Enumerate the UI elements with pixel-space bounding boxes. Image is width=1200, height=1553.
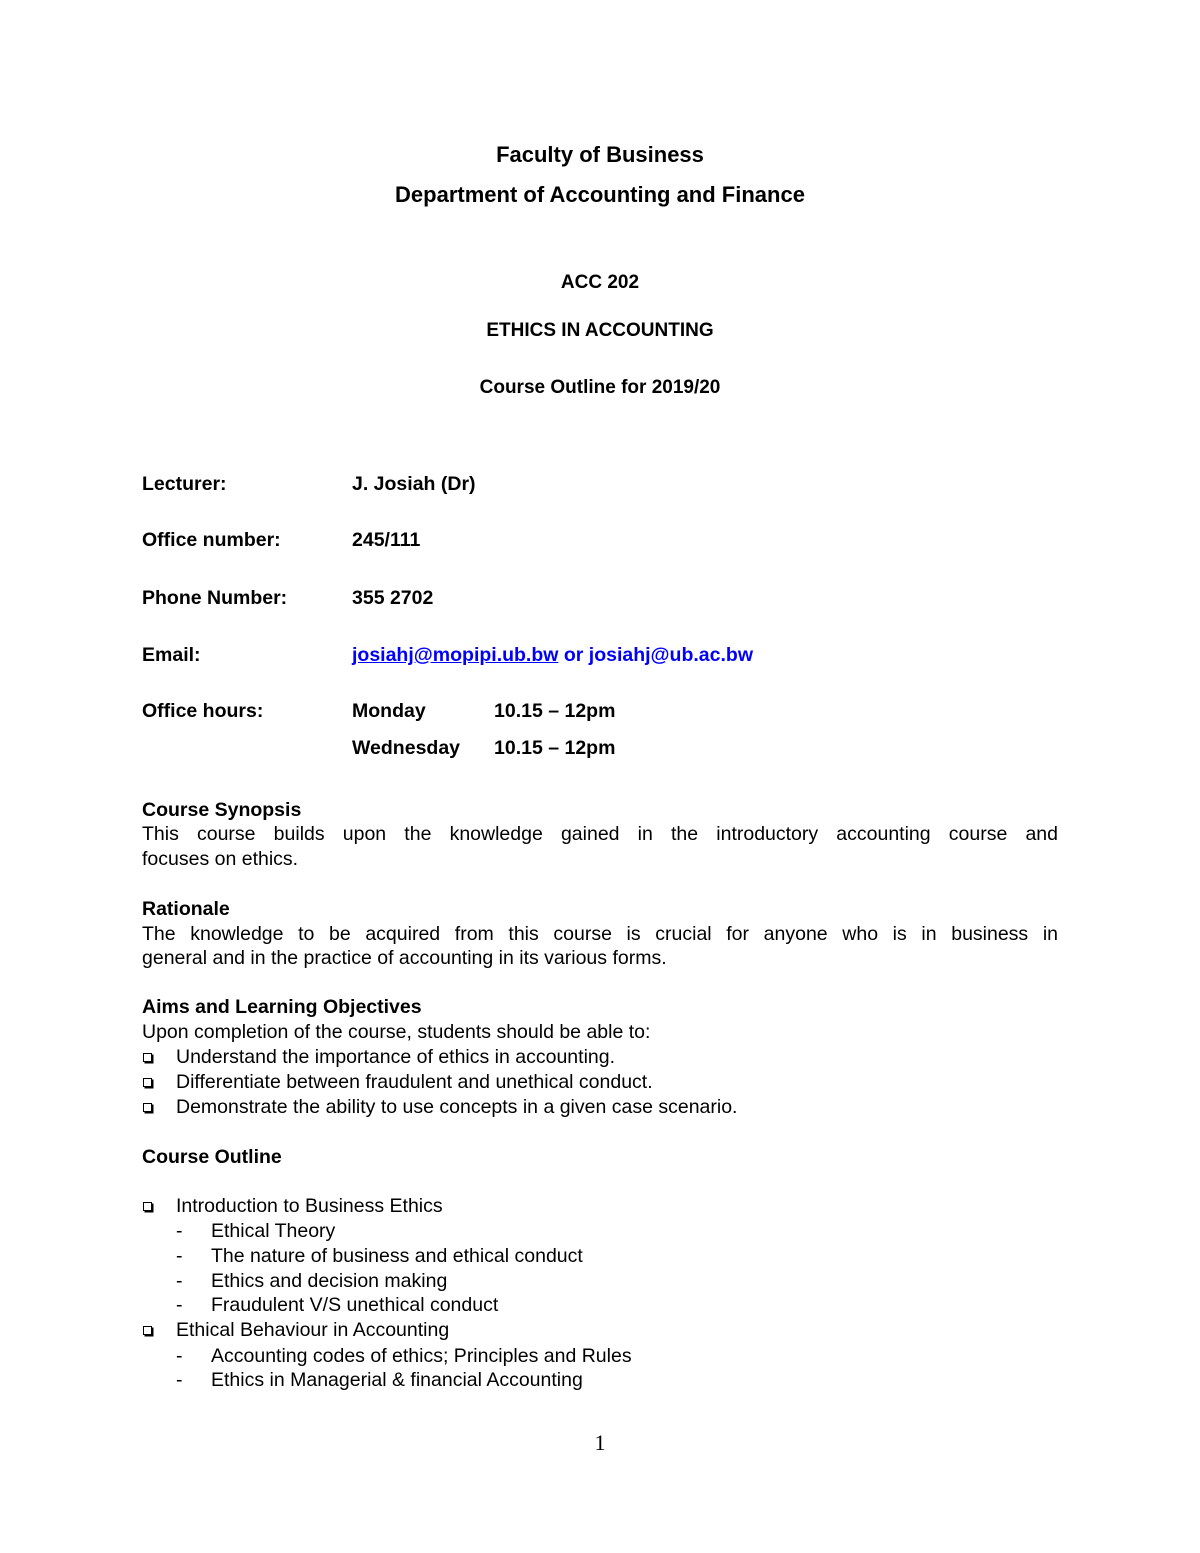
aims-intro: Upon completion of the course, students should be able to:: [142, 1021, 651, 1043]
hours-day-monday: Monday: [352, 700, 426, 722]
lecturer-value: J. Josiah (Dr): [352, 473, 476, 495]
outline-subtopic: Ethics and decision making: [211, 1270, 448, 1292]
dash-bullet: -: [176, 1270, 183, 1292]
outline-topic: Introduction to Business Ethics: [176, 1195, 443, 1217]
email-separator: or: [563, 644, 584, 666]
course-code: ACC 202: [560, 272, 640, 293]
phone-label: Phone Number:: [142, 587, 288, 609]
hours-time-monday: 10.15 – 12pm: [494, 700, 616, 722]
outline-subtopic: The nature of business and ethical conduct: [211, 1245, 583, 1267]
aims-item: Differentiate between fraudulent and unethical conduct.: [176, 1071, 653, 1093]
synopsis-line-1: This course builds upon the knowledge gained in the introductory accounting course and: [142, 823, 1058, 845]
dash-bullet: -: [176, 1345, 183, 1367]
hours-label: Office hours:: [142, 700, 264, 722]
rationale-line-2: general and in the practice of accounting in its various forms.: [142, 947, 667, 969]
email-primary-link[interactable]: josiahj@mopipi.ub.bw: [352, 644, 559, 666]
phone-value: 355 2702: [352, 587, 434, 609]
office-label: Office number:: [142, 529, 281, 551]
email-line: [352, 644, 753, 667]
email-label: Email:: [142, 644, 201, 666]
dash-bullet: -: [176, 1245, 183, 1267]
hours-time-wednesday: 10.15 – 12pm: [494, 737, 616, 759]
dash-bullet: -: [176, 1294, 183, 1316]
outline-topic: Ethical Behaviour in Accounting: [176, 1319, 450, 1341]
rationale-line-1: The knowledge to be acquired from this course is crucial for anyone who is in business in: [142, 923, 1058, 945]
outline-subtopic: Ethics in Managerial & financial Accounting: [211, 1369, 583, 1391]
lecturer-label: Lecturer:: [142, 473, 227, 495]
department-title: Department of Accounting and Finance: [395, 182, 805, 207]
outline-subtopic: Accounting codes of ethics; Principles and Rules: [211, 1345, 632, 1367]
outline-subtopic: Ethical Theory: [211, 1220, 336, 1242]
aims-heading: Aims and Learning Objectives: [142, 996, 422, 1018]
email-secondary[interactable]: josiahj@ub.ac.bw: [588, 644, 753, 666]
page-number: 1: [594, 1430, 606, 1455]
outline-subtopic: Fraudulent V/S unethical conduct: [211, 1294, 499, 1316]
synopsis-line-2: focuses on ethics.: [142, 848, 299, 870]
office-value: 245/111: [352, 529, 421, 551]
dash-bullet: -: [176, 1369, 183, 1391]
hours-day-wednesday: Wednesday: [352, 737, 461, 759]
aims-item: Demonstrate the ability to use concepts in a given case scenario.: [176, 1096, 738, 1118]
aims-item: Understand the importance of ethics in accounting.: [176, 1046, 616, 1068]
outline-heading: Course Outline: [142, 1146, 282, 1168]
square-bullet-icon: [143, 1078, 152, 1087]
outline-title: Course Outline for 2019/20: [479, 377, 721, 398]
faculty-title: Faculty of Business: [496, 142, 704, 167]
square-bullet-icon: [143, 1103, 152, 1112]
square-bullet-icon: [143, 1053, 152, 1062]
dash-bullet: -: [176, 1220, 183, 1242]
square-bullet-icon: [143, 1202, 152, 1211]
square-bullet-icon: [143, 1326, 152, 1335]
synopsis-heading: Course Synopsis: [142, 799, 302, 821]
course-title: ETHICS IN ACCOUNTING: [486, 320, 714, 341]
rationale-heading: Rationale: [142, 898, 230, 920]
